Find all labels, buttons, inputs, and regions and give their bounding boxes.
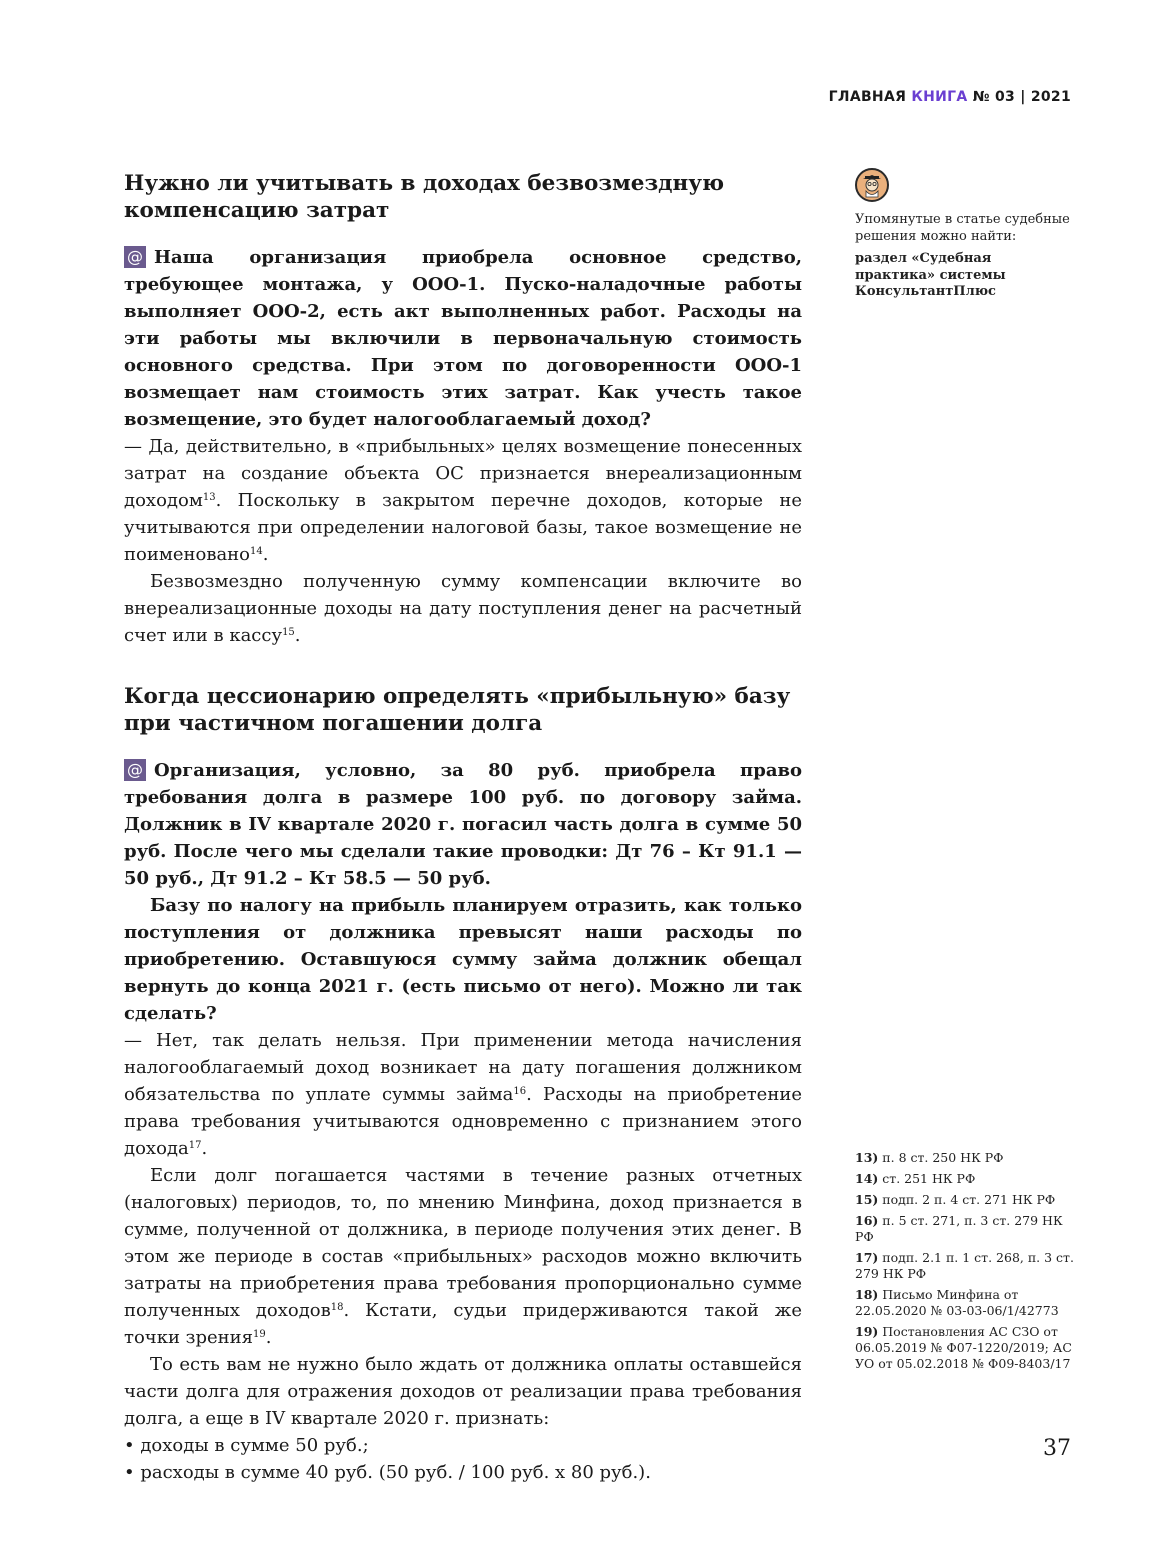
section2-paragraph-2: Если долг погашается частями в течение разных отчетных (налоговых) периодов, то, по мнению Минфина, доход признается в сумме, полученной от должника, в периоде получения этих денег. В этом же периоде в состав «прибыльных» расходов можно включить затраты на приобретения права требования пропорционально сумме полученных доходов$^{18}$. Кстати, судьи придерживаются такой же точки зрения$^{19}$. [124, 1165, 802, 1348]
section1-answer: — Да, действительно, в «прибыльных» целях возмещение понесенных затрат на создание объекта ОС признается внереализационным доходом$^{13}$. Поскольку в закрытом перечне доходов, которые не учитываются при определении налоговой базы, такое возмещение не поименовано$^{14}$. [124, 436, 802, 565]
footnote-14: 14) ст. 251 НК РФ [855, 1171, 976, 1186]
running-header [829, 89, 1071, 105]
sidebar-note [855, 168, 1075, 301]
footnote-ref-15: 15 [282, 627, 295, 638]
header-title-accent: КНИГА [911, 89, 968, 105]
bullet-income: • доходы в сумме 50 руб.; [124, 1435, 369, 1456]
sidebar-bold-text: раздел «Судебная практика» системы КонсультантПлюс [855, 251, 1006, 299]
section2-answer: — Нет, так делать нельзя. При применении метода начисления налогооблагаемый доход возникает на дату погашения должником обязательства по уплате суммы займа$^{16}$. Расходы на приобретение права требования учитываются одновременно с признанием этого дохода$^{17}$. [124, 1030, 802, 1159]
section2 [124, 683, 802, 1486]
sidebar-text: Упомянутые в статье судебные решения можно найти: [855, 212, 1070, 244]
footnote-13: 13) п. 8 ст. 250 НК РФ [855, 1150, 1004, 1165]
lawyer-avatar-icon [855, 168, 889, 202]
at-sign-icon: @ [124, 759, 146, 781]
section2-question-1: @ Организация, условно, за 80 руб. приобрела право требования долга в размере 100 руб. по договору займа. Должник в IV квартале 2020 г. погасил часть долга в сумме 50 руб. После чего мы сделали такие проводки: Дт 76 – Кт 91.1 — 50 руб., Дт 91.2 – Кт 58.5 — 50 руб. [124, 760, 802, 889]
section1-title: Нужно ли учитывать в доходах безвозмездную компенсацию затрат [124, 171, 725, 223]
bullet-expenses: • расходы в сумме 40 руб. (50 руб. / 100 руб. х 80 руб.). [124, 1462, 651, 1483]
at-sign-icon: @ [124, 246, 146, 268]
section1-paragraph: Безвозмездно полученную сумму компенсации включите во внереализационные доходы на дату поступления денег на расчетный счет или в кассу$^{15}$. [124, 571, 802, 646]
footnote-19: 19) Постановления АС СЗО от 06.05.2019 № Ф07-1220/2019; АС УО от 05.02.2018 № Ф09-8403/17 [855, 1324, 1072, 1371]
footnote-16: 16) п. 5 ст. 271, п. 3 ст. 279 НК РФ [855, 1213, 1063, 1244]
section1-question: @ Наша организация приобрела основное средство, требующее монтажа, у ООО-1. Пуско-наладочные работы выполняет ООО-2, есть акт выполненных работ. Расходы на эти работы мы включили в первоначальную стоимость основного средства. При этом по договоренности ООО-1 возмещает нам стоимость этих затрат. Как учесть такое возмещение, это будет налогооблагаемый доход? [124, 247, 802, 430]
footnote-ref-18: 18 [330, 1302, 344, 1313]
footnote-17: 17) подп. 2.1 п. 1 ст. 268, п. 3 ст. 279 НК РФ [855, 1250, 1074, 1281]
footnote-ref-13: 13 [202, 492, 216, 503]
footnote-18: 18) Письмо Минфина от 22.05.2020 № 03-03-06/1/42773 [855, 1287, 1059, 1318]
page-number: 37 [1043, 1436, 1071, 1461]
header-title-main: ГЛАВНАЯ [828, 89, 912, 105]
footnote-ref-17: 17 [188, 1140, 202, 1151]
header-issue: № 03 | 2021 [967, 89, 1071, 105]
footnote-ref-14: 14 [250, 546, 263, 557]
section2-question-2: Базу по налогу на прибыль планируем отразить, как только поступления от должника превысят наши расходы по приобретению. Оставшуюся сумму займа должник обещал вернуть до конца 2021 г. (есть письмо от него). Можно ли так сделать? [124, 895, 802, 1024]
footnote-ref-19: 19 [253, 1329, 266, 1340]
section2-title: Когда цессионарию определять «прибыльную» базу при частичном погашении долга [124, 684, 791, 736]
footnotes [855, 1150, 1080, 1377]
footnote-15: 15) подп. 2 п. 4 ст. 271 НК РФ [855, 1192, 1056, 1207]
article-body [124, 170, 802, 1486]
section2-paragraph-3: То есть вам не нужно было ждать от должника оплаты оставшейся части долга для отражения доходов от реализации права требования долга, а еще в IV квартале 2020 г. признать: [124, 1354, 802, 1429]
footnote-ref-16: 16 [513, 1086, 527, 1097]
